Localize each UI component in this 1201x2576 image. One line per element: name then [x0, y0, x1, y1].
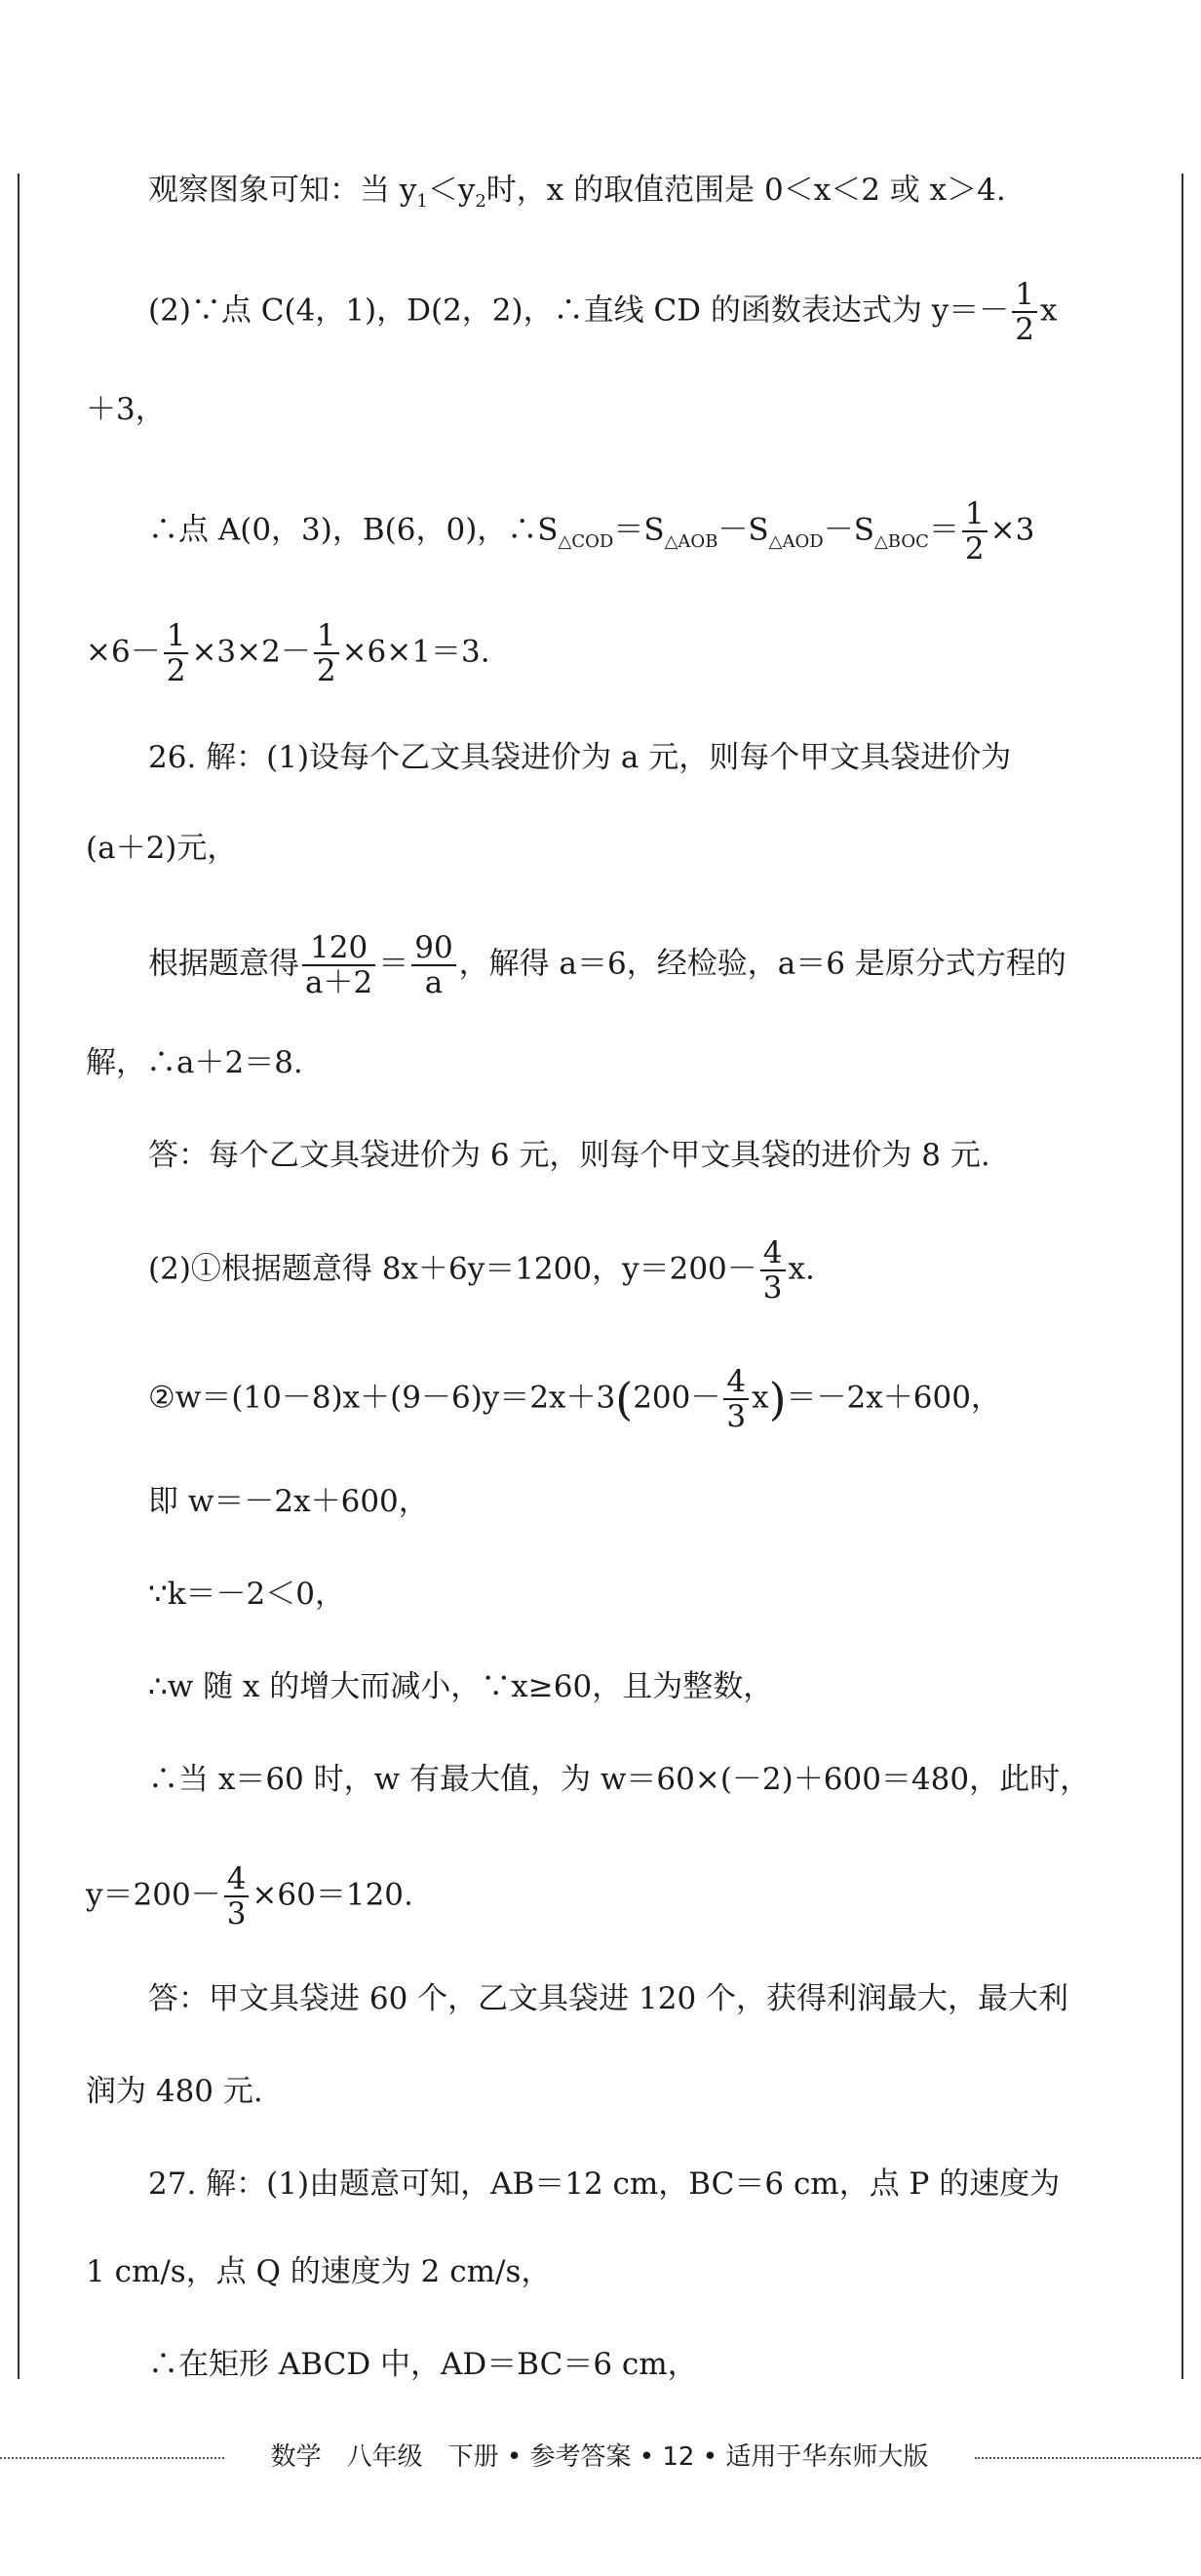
fraction: $\frac{1}{2}$: [1012, 278, 1037, 346]
fraction: $\frac{120}{a+2}$: [302, 931, 375, 999]
text-line: 27. 解：(1)由题意可知，AB＝12 cm，BC＝6 cm，点 P 的速度为: [148, 2166, 1061, 2202]
text-line: 解，∴a＋2＝8.: [86, 1045, 303, 1080]
text-line: ∵k＝－2＜0，: [148, 1577, 345, 1612]
text-line: 根据题意得 $\frac{120}{a+2}$ ＝ $\frac{90}{a}$ ，解得 a＝6，经检验，a＝6 是原分式方程的: [148, 930, 1066, 1001]
text-line: 1 cm/s，点 Q 的速度为 2 cm/s，: [86, 2254, 552, 2289]
text-line: 答：每个乙文具袋进价为 6 元，则每个甲文具袋的进价为 8 元.: [148, 1138, 990, 1173]
footer-rule-left: [0, 2457, 224, 2459]
text-line: 观察图象可知：当 $y_1<y_2$时，x 的取值范围是 0＜x＜2 或 x＞4.: [148, 173, 1006, 213]
footer-rule-right: [975, 2457, 1201, 2459]
text-line: 即 w＝－2x＋600，: [148, 1484, 429, 1519]
fraction: $\frac{4}{3}$: [224, 1862, 250, 1931]
page-footer: 数学 八年级 下册 • 参考答案 • 12 • 适用于华东师大版: [270, 2442, 929, 2472]
fraction: $\frac{90}{a}$: [411, 931, 455, 999]
text-line: ∴在矩形 ABCD 中，AD＝BC＝6 cm，: [148, 2347, 698, 2382]
text-line: (a＋2)元，: [86, 831, 238, 866]
fraction: $\frac{4}{3}$: [760, 1236, 786, 1305]
text-line: ②w＝(10－8)x＋(9－6)y＝2x＋3(200－ $\frac{4}{3}$ x)＝－2x＋600，: [148, 1364, 1001, 1435]
text-line: (2)①根据题意得 8x＋6y＝1200，y＝200－ $\frac{4}{3}$ x.: [148, 1235, 815, 1307]
fraction: $\frac{4}{3}$: [723, 1365, 749, 1433]
text-line: ＋3，: [86, 392, 166, 427]
text-line: 润为 480 元.: [86, 2074, 263, 2109]
fraction: $\frac{1}{2}$: [962, 497, 988, 566]
fraction: $\frac{1}{2}$: [314, 619, 339, 687]
text-line: ×6－ $\frac{1}{2}$ ×3×2－ $\frac{1}{2}$ ×6×1＝3.: [86, 618, 490, 689]
text-line: 26. 解：(1)设每个乙文具袋进价为 a 元，则每个甲文具袋进价为: [148, 740, 1012, 775]
fraction: $\frac{1}{2}$: [164, 619, 189, 687]
text-line: 答：甲文具袋进 60 个，乙文具袋进 120 个，获得利润最大，最大利: [148, 1981, 1069, 2016]
text-line: ∴w 随 x 的增大而减小，∵x≥60，且为整数，: [148, 1669, 774, 1704]
text-line: y＝200－ $\frac{4}{3}$ ×60＝120.: [86, 1861, 413, 1932]
text-line: (2)∵点 C(4，1)，D(2，2)，∴直线 CD 的函数表达式为 y＝－ $\frac{1}{2}$ x: [148, 277, 1058, 348]
text-line: ∴点 A(0，3)，B(6，0)，$\therefore S_{\triangle COD}=S_{\triangle AOB}-S_{\triangle AOD}-S_{\triangle BOC}=$ $\frac{1}{2}$ ×3: [148, 496, 1035, 567]
text-line: ∴当 x＝60 时，w 有最大值，为 w＝60×(－2)＋600＝480，此时，: [148, 1762, 1091, 1797]
